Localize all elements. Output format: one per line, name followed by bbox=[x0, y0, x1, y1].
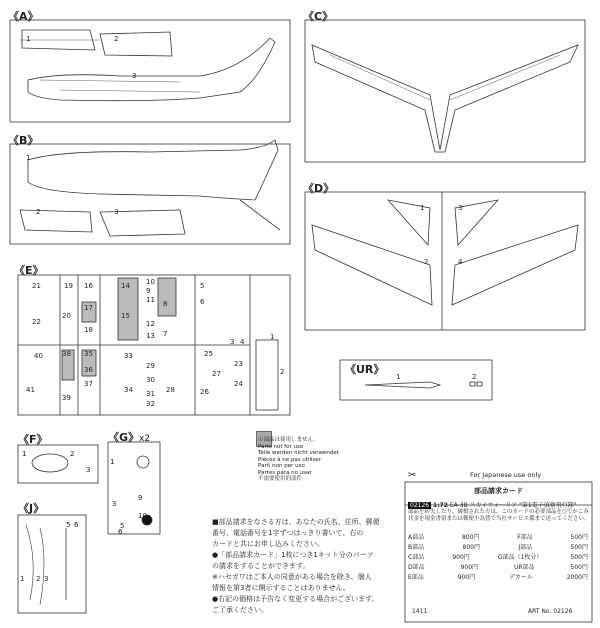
section-c-label: 《C》 bbox=[303, 10, 334, 23]
card-intro: 部品を紛失したり、破損された方は、このカードの必要部品を○でかこみ代金を現金書留または郵便小為替で当社サービス係まで送ってください。 bbox=[408, 509, 590, 522]
part-number: 30 bbox=[146, 376, 155, 384]
frame-d bbox=[305, 192, 585, 330]
part-number: 5 bbox=[200, 282, 205, 290]
section-b-label: 《B》 bbox=[8, 134, 39, 147]
part-number: 8 bbox=[163, 300, 168, 308]
wing-d bbox=[312, 225, 578, 305]
section-d-label: 《D》 bbox=[303, 182, 335, 195]
frame-f bbox=[18, 445, 98, 483]
part-number: 5 bbox=[66, 521, 71, 529]
part-number: 6 bbox=[118, 528, 123, 536]
part-number: 1 bbox=[420, 204, 425, 212]
for-japanese-label: For Japanese use only bbox=[470, 471, 542, 479]
part-number: 25 bbox=[204, 350, 213, 358]
part-number: 3 bbox=[112, 500, 117, 508]
part-number: 1 bbox=[396, 373, 401, 381]
part-number: 26 bbox=[200, 388, 209, 396]
part-number: 27 bbox=[212, 370, 221, 378]
section-f-label: 《F》 bbox=[18, 433, 48, 446]
part-number: 29 bbox=[146, 362, 155, 370]
part-number: 1 bbox=[26, 154, 31, 162]
part-number: 2 bbox=[472, 373, 477, 381]
part-number: 2 bbox=[114, 35, 119, 43]
part-number: 3 bbox=[132, 72, 137, 80]
part-number: 20 bbox=[62, 312, 71, 320]
part-number: 1 bbox=[270, 333, 275, 341]
part-number: 10 bbox=[146, 278, 155, 286]
frame-a bbox=[10, 20, 290, 122]
part-number: 37 bbox=[84, 380, 93, 388]
part-number: 31 bbox=[146, 390, 155, 398]
part-number: 19 bbox=[64, 282, 73, 290]
part-number: 2 bbox=[36, 208, 41, 216]
part-number: 34 bbox=[124, 386, 133, 394]
part-number: 41 bbox=[26, 386, 35, 394]
section-ur-label: 《UR》 bbox=[345, 363, 385, 376]
part-number: 2 bbox=[424, 258, 429, 266]
ur-part-1 bbox=[365, 382, 440, 388]
frame-c bbox=[305, 20, 585, 162]
card-footer-code: 1411 bbox=[412, 608, 428, 615]
part-number: 10 bbox=[138, 512, 147, 520]
section-a-label: 《A》 bbox=[8, 10, 39, 23]
price-row: E部品 900円 デカール 2000円 bbox=[408, 574, 588, 581]
part-number: 3 bbox=[114, 208, 119, 216]
price-table bbox=[408, 532, 588, 582]
part-number: 11 bbox=[146, 296, 155, 304]
part-number: 18 bbox=[84, 326, 93, 334]
part-number: 2 bbox=[36, 575, 41, 583]
part-number: 3 bbox=[86, 466, 91, 474]
section-g-label: 《G》x2 bbox=[108, 431, 151, 444]
legend-text: の部品は使用しません。 Parts not for use Teile werden nicht verwendet Pièces à ne pas utiliser. Parti non per uso Partes para no usar 不需要使用的部件 bbox=[258, 437, 339, 482]
part-number: 2 bbox=[280, 368, 285, 376]
part-number: 9 bbox=[146, 287, 151, 295]
part-number: 12 bbox=[146, 320, 155, 328]
part-number: 4 bbox=[240, 338, 245, 346]
part-number: 6 bbox=[200, 298, 205, 306]
price-row: C部品 900円 G部品（1枚分） 500円 bbox=[408, 554, 588, 561]
part-number: 1 bbox=[20, 575, 25, 583]
frame-j bbox=[18, 515, 86, 613]
part-number: 3 bbox=[230, 338, 235, 346]
part-number: 4 bbox=[458, 258, 463, 266]
part-number: 2 bbox=[70, 450, 75, 458]
part-number: 16 bbox=[84, 282, 93, 290]
part-number: 3 bbox=[458, 204, 463, 212]
part-number: 1 bbox=[26, 35, 31, 43]
part-number: 21 bbox=[32, 282, 41, 290]
part-number: 7 bbox=[163, 330, 168, 338]
section-e-label: 《E》 bbox=[14, 264, 44, 277]
part-number: 13 bbox=[146, 332, 155, 340]
card-header: 02126 1:72 EA-3B スカイウォーリア "第1電子偵察飛行隊" bbox=[410, 502, 577, 509]
part-number: 32 bbox=[146, 400, 155, 408]
price-row: A部品 800円 F部品 500円 bbox=[408, 534, 588, 541]
frame-b bbox=[10, 144, 290, 244]
part-number: 1 bbox=[110, 458, 115, 466]
section-j-label: 《J》 bbox=[18, 502, 45, 515]
part-number: 6 bbox=[74, 521, 79, 529]
part-number: 38 bbox=[62, 350, 71, 358]
part-number: 24 bbox=[234, 380, 243, 388]
part-number: 17 bbox=[84, 304, 93, 312]
part-number: 15 bbox=[121, 312, 130, 320]
part-number: 23 bbox=[234, 360, 243, 368]
part-number: 35 bbox=[84, 350, 93, 358]
art-number: ART No. 02126 bbox=[528, 608, 573, 615]
part-number: 40 bbox=[34, 352, 43, 360]
scissors-icon: ✂ bbox=[408, 470, 417, 481]
fuselage-b bbox=[28, 140, 278, 200]
price-row: B部品 800円 J部品 500円 bbox=[408, 544, 588, 551]
price-row: D部品 900円 UR部品 500円 bbox=[408, 564, 588, 571]
card-title: 部品請求カード bbox=[474, 487, 523, 495]
part-number: 39 bbox=[62, 394, 71, 402]
part-number: 14 bbox=[121, 282, 130, 290]
part-number: 5 bbox=[120, 522, 125, 530]
part-number: 22 bbox=[32, 318, 41, 326]
part-number: 33 bbox=[124, 352, 133, 360]
part-number: 36 bbox=[84, 366, 93, 374]
part-number: 1 bbox=[22, 450, 27, 458]
part-number: 28 bbox=[166, 386, 175, 394]
parts-request-note: ■部品請求をなさる方は、あなたの氏名、住所、郵便 番号、電話番号を1字ずつはっきり書いて、右の カードと共にお申し込みください。 ●「部品請求カード」1枚につき1キット分のパーツ の請求をすることができます。 ※ハセガワはご本人の同意がある場合を除き、個人 情報を第3者に開示することはありません。 ●右記の価格は予告なく変更する場合がございます。 ご了承ください。 bbox=[212, 518, 380, 614]
part-number: 3 bbox=[44, 575, 49, 583]
part-number: 9 bbox=[138, 494, 143, 502]
wing-c bbox=[312, 45, 578, 152]
